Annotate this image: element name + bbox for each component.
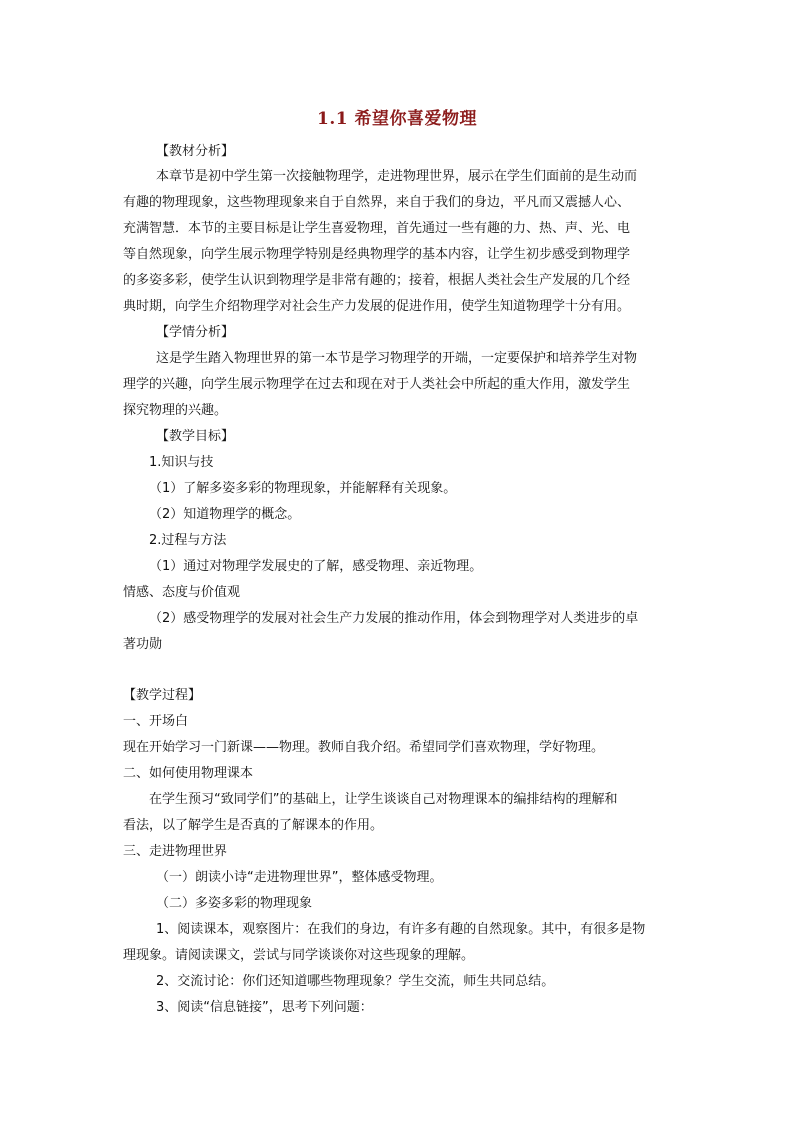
goal-item: 2.过程与方法	[149, 533, 227, 548]
process-heading: 三、走进物理世界	[123, 844, 228, 859]
section-heading-teaching-goals: 【教学目标】	[156, 429, 235, 444]
process-heading: 一、开场白	[123, 714, 189, 729]
paragraph-line: 看法，以了解学生是否真的了解课本的作用。	[123, 818, 384, 833]
goal-item: （2）知道物理学的概念。	[149, 507, 301, 522]
goal-item: 情感、态度与价值观	[123, 585, 241, 600]
paragraph-line: 理学的兴趣，向学生展示物理学在过去和现在对于人类社会中所起的重大作用，激发学生	[123, 377, 631, 392]
paragraph-line: 在学生预习“致同学们”的基础上，让学生谈谈自己对物理课本的编排结构的理解和	[149, 792, 618, 807]
paragraph-line: （二）多姿多彩的物理现象	[156, 896, 313, 911]
section-heading-teaching-process: 【教学过程】	[123, 688, 202, 703]
paragraph-line: 等自然现象，向学生展示物理学特别是经典物理学的基本内容，让学生初步感受到物理学	[123, 247, 631, 262]
paragraph-line: 本章节是初中学生第一次接触物理学，走进物理世界，展示在学生们面前的是生动而	[156, 169, 638, 184]
process-heading: 二、如何使用物理课本	[123, 766, 254, 781]
goal-item: （1）了解多姿多彩的物理现象，并能解释有关现象。	[149, 481, 457, 496]
paragraph-line: 1、阅读课本，观察图片：在我们的身边，有许多有趣的自然现象。其中，有很多是物	[156, 922, 646, 937]
section-heading-textbook-analysis: 【教材分析】	[156, 144, 235, 159]
paragraph-line: （一）朗读小诗“走进物理世界”，整体感受物理。	[156, 870, 443, 885]
paragraph-line: 的多姿多彩，使学生认识到物理学是非常有趣的；接着，根据人类社会生产发展的几个经	[123, 273, 631, 288]
paragraph-line: 典时期，向学生介绍物理学对社会生产力发展的促进作用，使学生知道物理学十分有用。	[123, 299, 631, 314]
paragraph-line: 这是学生踏入物理世界的第一本节是学习物理学的开端，一定要保护和培养学生对物	[156, 351, 638, 366]
paragraph-line: 充满智慧．本节的主要目标是让学生喜爱物理，首先通过一些有趣的力、热、声、光、电	[123, 221, 631, 236]
document-title: 1.1 希望你喜爱物理	[317, 109, 477, 129]
paragraph-line: 理现象。请阅读课文，尝试与同学谈谈你对这些现象的理解。	[123, 948, 475, 963]
paragraph-line: 3、阅读“信息链接”，思考下列问题：	[156, 1000, 373, 1015]
paragraph-line: 2、交流讨论：你们还知道哪些物理现象？学生交流，师生共同总结。	[156, 974, 555, 989]
section-heading-student-analysis: 【学情分析】	[156, 325, 235, 340]
goal-item: 1.知识与技	[149, 455, 214, 470]
goal-item: 著功勋	[123, 637, 163, 652]
goal-item: （2）感受物理学的发展对社会生产力发展的推动作用，体会到物理学对人类进步的卓	[149, 611, 639, 626]
paragraph-line: 探究物理的兴趣。	[123, 403, 228, 418]
paragraph-line: 有趣的物理现象，这些物理现象来自于自然界，来自于我们的身边，平凡而又震撼人心、	[123, 195, 631, 210]
goal-item: （1）通过对物理学发展史的了解，感受物理、亲近物理。	[149, 559, 483, 574]
paragraph-line: 现在开始学习一门新课——物理。教师自我介绍。希望同学们喜欢物理，学好物理。	[123, 740, 605, 755]
